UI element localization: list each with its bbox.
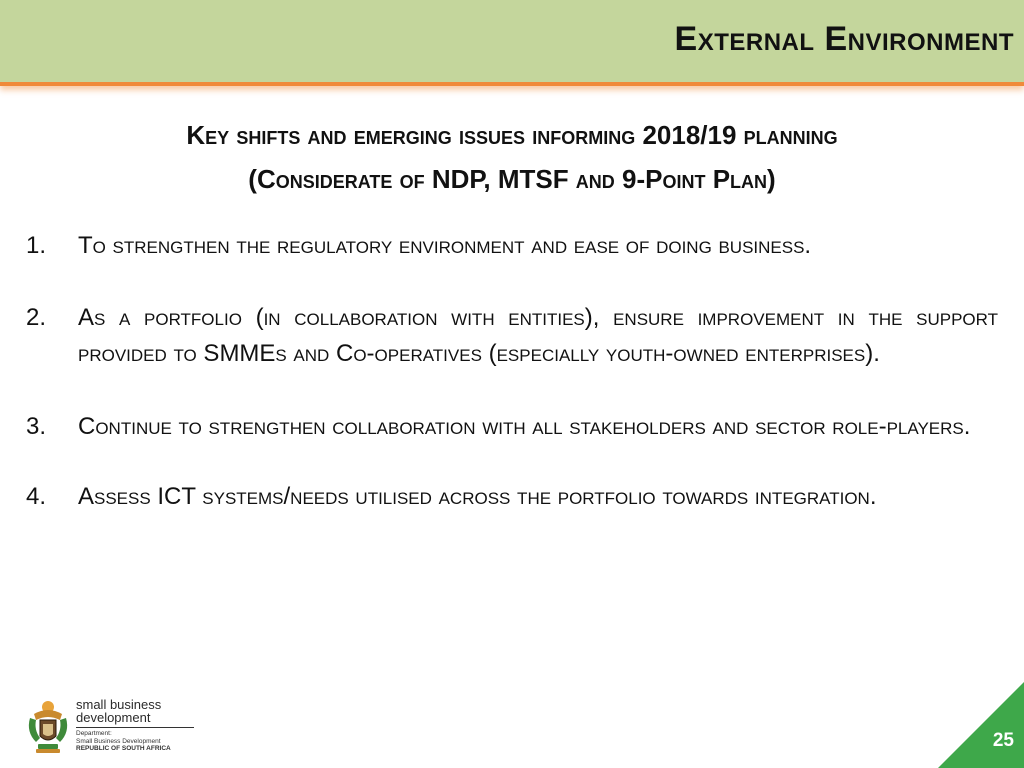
list-item-text: To strengthen the regulatory environment and ease of doing business. xyxy=(78,232,812,259)
list-item-text: Continue to strengthen collaboration with all stakeholders and sector role-players. xyxy=(78,413,971,440)
department-logo xyxy=(26,698,176,756)
list-item xyxy=(26,479,998,515)
list-item-number: 1. xyxy=(26,232,47,259)
list-item-number: 4. xyxy=(26,483,47,510)
issues-list xyxy=(26,228,998,549)
subtitle-line-2: (Considerate of NDP, MTSF and 9-Point Plan) xyxy=(248,164,776,194)
coat-of-arms-icon xyxy=(26,698,70,756)
list-item-text: Assess ICT systems/needs utilised across the portfolio towards integration. xyxy=(78,483,877,510)
list-item xyxy=(26,300,998,372)
brand-text xyxy=(76,698,196,753)
brand-line-1: small business xyxy=(76,697,162,712)
dept-line-3: REPUBLIC OF SOUTH AFRICA xyxy=(76,745,171,752)
header-bar xyxy=(0,0,1024,86)
list-item-number: 2. xyxy=(26,304,47,331)
slide-subtitle xyxy=(30,113,994,201)
slide-title: External Environment xyxy=(674,20,1014,58)
dept-line-2: Small Business Development xyxy=(76,737,161,745)
corner-triangle xyxy=(938,682,1024,768)
list-item-text: As a portfolio (in collaboration with entities), ensure improvement in the support provided to SMMEs and Co-operatives (especially youth-owned enterprises). xyxy=(78,304,998,367)
list-item xyxy=(26,228,998,264)
brand-line-2: development xyxy=(76,710,151,725)
list-item xyxy=(26,409,998,445)
list-item-number: 3. xyxy=(26,413,47,440)
subtitle-line-1: Key shifts and emerging issues informing 2018/19 planning xyxy=(186,120,838,150)
brand-divider xyxy=(76,727,194,728)
page-number: 25 xyxy=(992,730,1014,751)
dept-line-1: Department: xyxy=(76,730,112,737)
